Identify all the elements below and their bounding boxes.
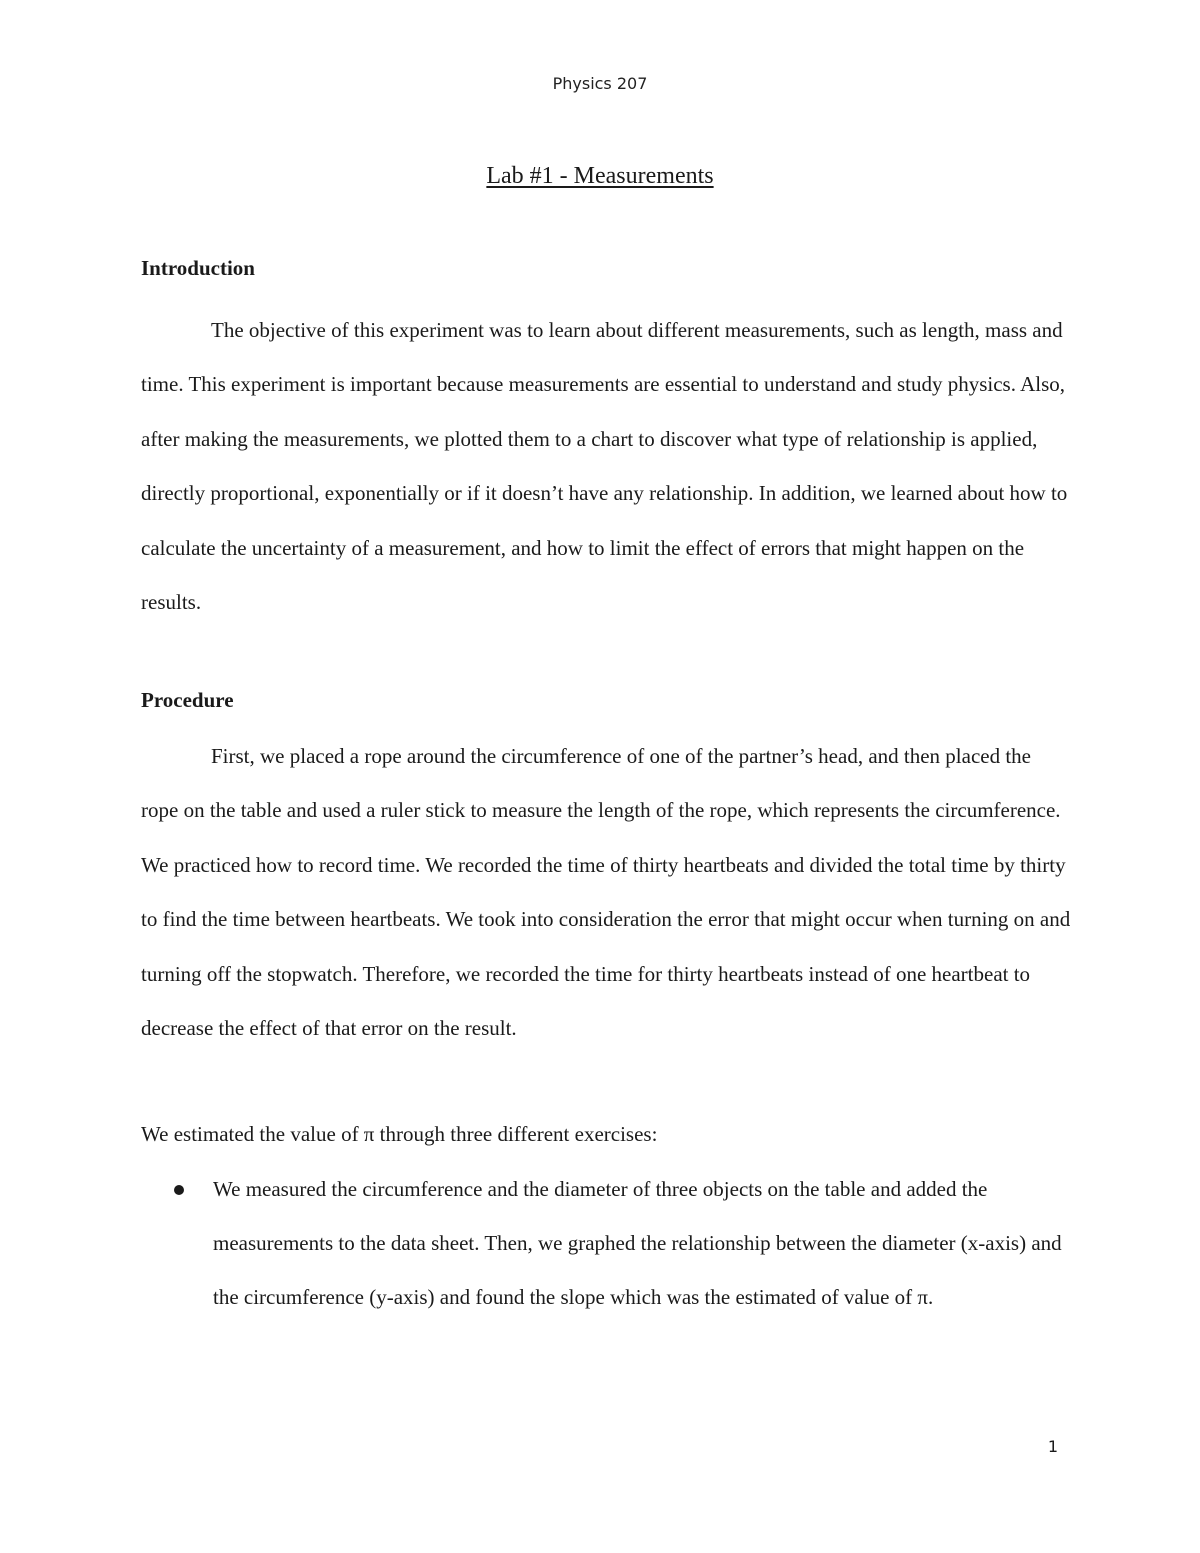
introduction-paragraph: The objective of this experiment was to learn about different measurements, such as length, mass and time. This experiment is important because measurements are essential to understand and study physics. Also, after making the measurements, we plotted them to a chart to discover what type of relationship is applied, directly proportional, exponentially or if it doesn’t have any relationship. In addition, we learned about how to calculate the uncertainty of a measurement, and how to limit the effect of errors that might happen on the results.	[141, 318, 1068, 615]
estimate-pi-line: We estimated the value of π through three different exercises:	[141, 1122, 658, 1146]
procedure-paragraph: First, we placed a rope around the circumference of one of the partner’s head, and then placed the rope on the table and used a ruler stick to measure the length of the rope, which represents the circumference. We practiced how to record time. We recorded the time of thirty heartbeats and divided the total time by thirty to find the time between heartbeats. We took into consideration the error that might occur when turning on and turning off the stopwatch. Therefore, we recorded the time for thirty heartbeats instead of one heartbeat to decrease the effect of that error on the result.	[141, 744, 1071, 1041]
bullet-text: We measured the circumference and the diameter of three objects on the table and added the measurements to the data sheet. Then, we graphed the relationship between the diameter (x-axis) and the circumference (y-axis) and found the slope which was the estimated of value of π.	[213, 1177, 1062, 1309]
page-number: 1	[1047, 1437, 1058, 1456]
page-header: Physics 207	[552, 74, 648, 93]
document-title: Lab #1 - Measurements	[486, 163, 714, 189]
procedure-heading: Procedure	[141, 688, 234, 712]
bullet-icon	[174, 1185, 184, 1195]
introduction-heading: Introduction	[141, 256, 255, 280]
